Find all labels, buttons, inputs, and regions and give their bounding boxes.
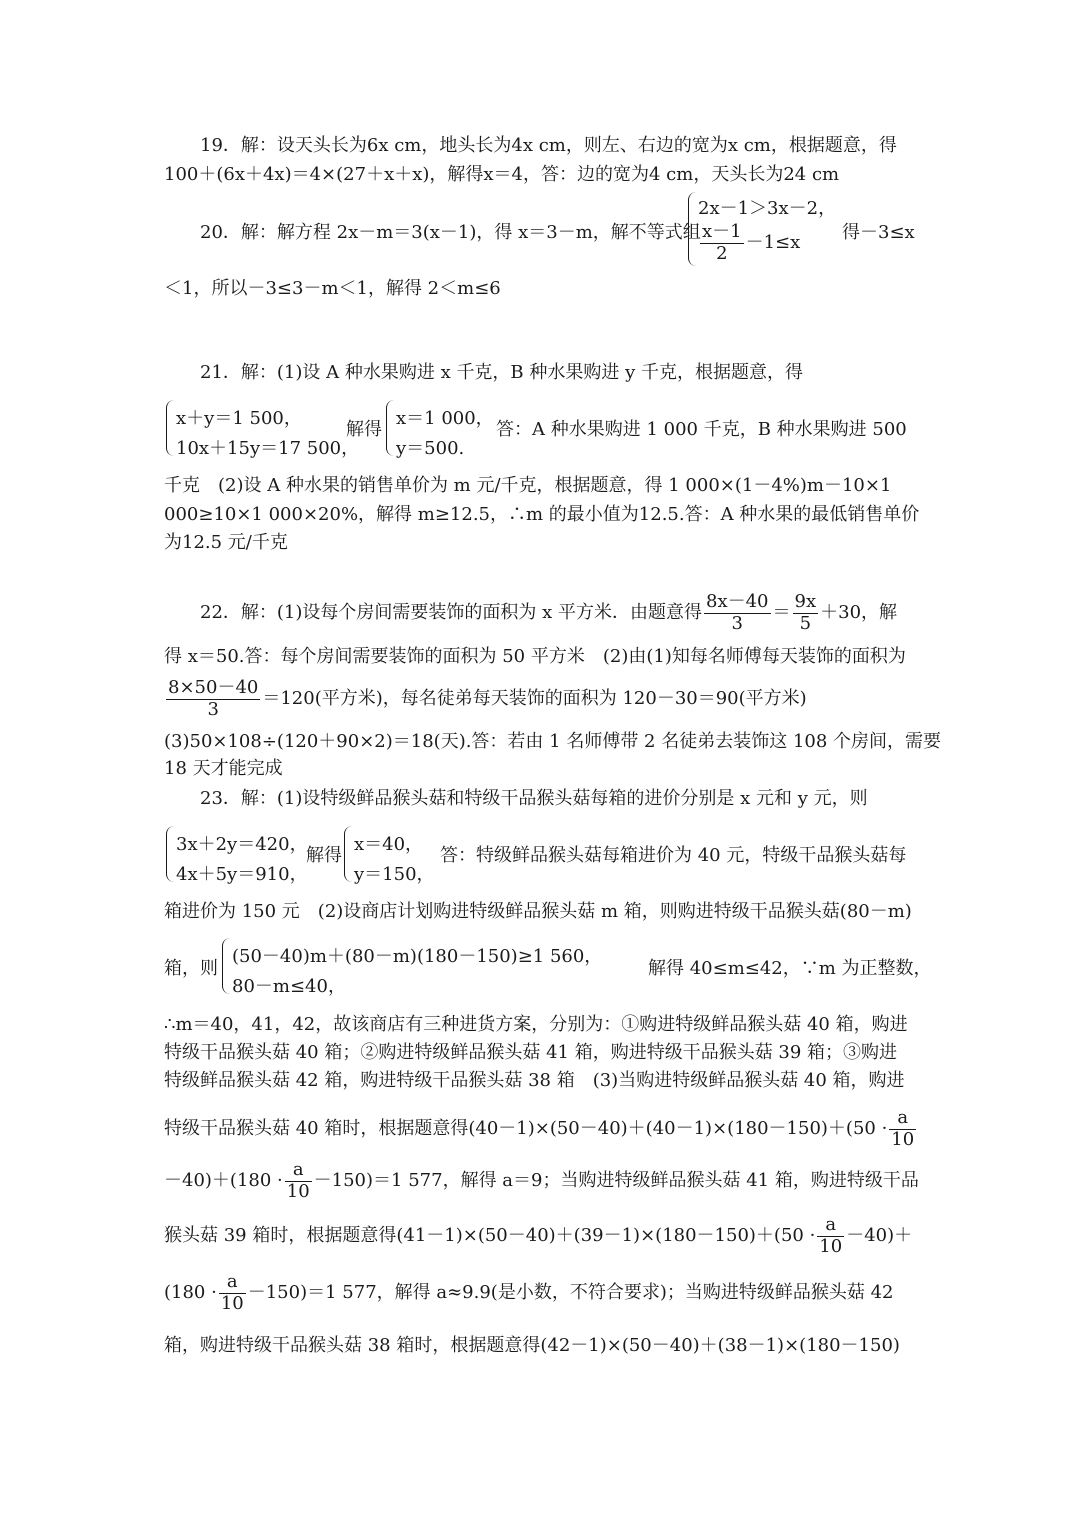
- q22-fraction-2: $\frac{9x}{5}$: [794, 591, 817, 634]
- q21-system-b-row-1: x＝1 000，: [396, 408, 494, 429]
- q21-system-a-row-2: 10x＋15y＝17 500，: [176, 438, 360, 459]
- q23-line-8: 特级干品猴头菇 40 箱时，根据题意得(40－1)×(50－40)＋(40－1)×(180－150)＋(50 · $\frac{a}{10}$: [164, 1107, 915, 1150]
- q21-system-b-row-2: y＝500.: [396, 438, 465, 459]
- q23-line-9: －40)＋(180 · $\frac{a}{10}$ －150)＝1 577，解得 a＝9；当购进特级鲜品猴头菇 41 箱，购进特级干品: [164, 1159, 919, 1202]
- q23-system-c-row-2: 80－m≤40，: [232, 976, 346, 997]
- q23-solve-label: 解得: [306, 845, 342, 866]
- q22-fraction-3: $\frac{8\times 50-40}{3}$: [168, 677, 259, 720]
- q22-line-3: $\frac{8\times 50-40}{3}$ ＝120(平方米)，每名徒弟每天装饰的面积为 120－30＝90(平方米): [168, 677, 807, 720]
- q23-line-6: 特级干品猴头菇 40 箱；②购进特级鲜品猴头菇 41 箱，购进特级干品猴头菇 39 箱；③购进: [164, 1042, 898, 1063]
- q23-system-a-row-2: 4x＋5y＝910，: [176, 864, 308, 885]
- q23-fraction-a-3: $\frac{a}{10}$: [819, 1214, 843, 1257]
- q23-fraction-a-4: $\frac{a}{10}$: [220, 1271, 244, 1314]
- q23-tail-4: 解得 40≤m≤42，∵m 为正整数，: [648, 958, 932, 979]
- q23-fraction-a-2: $\frac{a}{10}$: [286, 1159, 310, 1202]
- q23-lead-4: 箱，则: [164, 958, 218, 979]
- q20-system-fraction: $\frac{x-1}{2}$: [702, 221, 742, 264]
- q23-system-b-row-2: y＝150，: [354, 864, 435, 885]
- q20-tail: 得－3≤x: [842, 222, 915, 243]
- q19-line-2: 100＋(6x＋4x)＝4×(27＋x＋x)，解得x＝4，答：边的宽为4 cm，天头长为24 cm: [164, 164, 840, 185]
- q22-fraction-1: $\frac{8x-40}{3}$: [706, 591, 769, 634]
- q23-line-12: 箱，购进特级干品猴头菇 38 箱时，根据题意得(42－1)×(50－40)＋(38－1)×(180－150): [164, 1335, 900, 1356]
- q22-line-1: 22．解：(1)设每个房间需要装饰的面积为 x 平方米．由题意得 $\frac{8x-40}{3}$ ＝ $\frac{9x}{5}$ ＋30，解: [200, 591, 898, 634]
- q23-line-3: 箱进价为 150 元 (2)设商店计划购进特级鲜品猴头菇 m 箱，则购进特级干品猴头菇(80－m): [164, 901, 912, 922]
- q20-line-2: ＜1，所以－3≤3－m＜1，解得 2＜m≤6: [164, 278, 501, 299]
- q21-system-a-row-1: x＋y＝1 500，: [176, 408, 302, 429]
- q20-lead: 20．解：解方程 2x－m＝3(x－1)，得 x＝3－m，解不等式组: [200, 222, 701, 243]
- q20-system-row-2: $\frac{x-1}{2}$ －1≤x: [702, 221, 801, 264]
- q21-line-3: 千克 (2)设 A 种水果的销售单价为 m 元/千克，根据题意，得 1 000×(1－4%)m－10×1: [164, 475, 892, 496]
- q23-line-1: 23．解：(1)设特级鲜品猴头菇和特级干品猴头菇每箱的进价分别是 x 元和 y 元，则: [200, 788, 868, 809]
- q23-system-b-row-1: x＝40，: [354, 834, 424, 855]
- q22-line-5: 18 天才能完成: [164, 758, 283, 779]
- q23-line-7: 特级鲜品猴头菇 42 箱，购进特级干品猴头菇 38 箱 (3)当购进特级鲜品猴头菇 40 箱，购进: [164, 1070, 905, 1091]
- q21-line-5: 为12.5 元/千克: [164, 532, 288, 553]
- q23-system-c-row-1: (50－40)m＋(80－m)(180－150)≥1 560，: [232, 946, 603, 967]
- q21-answer: 答：A 种水果购进 1 000 千克，B 种水果购进 500: [496, 419, 907, 440]
- q23-system-a-row-1: 3x＋2y＝420，: [176, 834, 308, 855]
- q22-line-2: 得 x＝50.答：每个房间需要装饰的面积为 50 平方米 (2)由(1)知每名师傅每天装饰的面积为: [164, 646, 906, 667]
- q19-line-1: 19．解：设天头长为6x cm，地头长为4x cm，则左、右边的宽为x cm，根据题意，得: [200, 135, 897, 156]
- q20-system-row-1: 2x－1＞3x－2，: [698, 198, 837, 219]
- q23-line-5: ∴m＝40，41，42，故该商店有三种进货方案，分别为：①购进特级鲜品猴头菇 40 箱，购进: [164, 1014, 908, 1035]
- q21-line-4: 000≥10×1 000×20%，解得 m≥12.5，∴m 的最小值为12.5.答：A 种水果的最低销售单价: [164, 504, 920, 525]
- q21-solve-label: 解得: [346, 419, 382, 440]
- q23-answer: 答：特级鲜品猴头菇每箱进价为 40 元，特级干品猴头菇每: [440, 845, 907, 866]
- q23-line-11: (180 · $\frac{a}{10}$ －150)＝1 577，解得 a≈9.9(是小数，不符合要求)；当购进特级鲜品猴头菇 42: [164, 1271, 894, 1314]
- q21-line-1: 21．解：(1)设 A 种水果购进 x 千克，B 种水果购进 y 千克，根据题意，得: [200, 362, 803, 383]
- q23-fraction-a-1: $\frac{a}{10}$: [891, 1107, 915, 1150]
- q22-line-4: (3)50×108÷(120＋90×2)＝18(天).答：若由 1 名师傅带 2 名徒弟去装饰这 108 个房间，需要: [164, 731, 942, 752]
- q23-line-10: 猴头菇 39 箱时，根据题意得(41－1)×(50－40)＋(39－1)×(180－150)＋(50 · $\frac{a}{10}$ －40)＋: [164, 1214, 913, 1257]
